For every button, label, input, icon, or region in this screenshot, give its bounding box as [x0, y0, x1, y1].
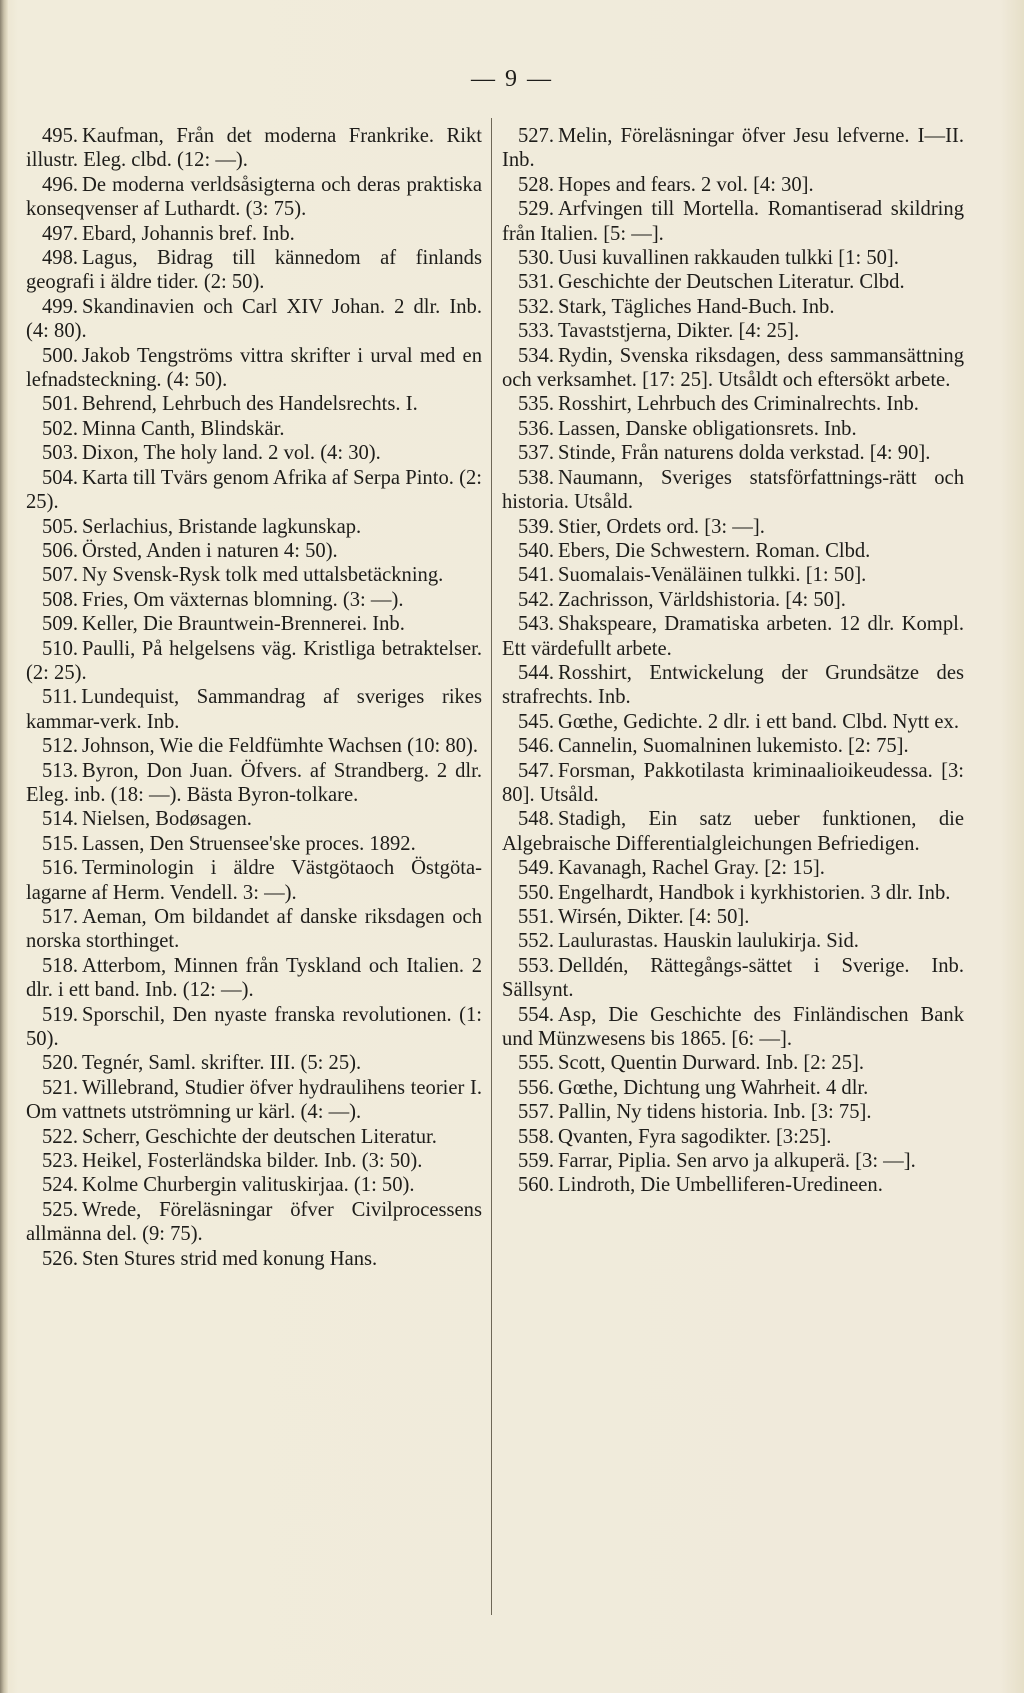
entry-text: Örsted, Anden i naturen 4: 50). — [82, 539, 338, 562]
entry-number: 537. — [518, 442, 555, 465]
entry-number: 500. — [42, 344, 79, 367]
entry-text: Kolme Churbergin valituskirjaa. (1: 50). — [82, 1174, 415, 1197]
entry-number: 507. — [42, 564, 79, 587]
entry-text: Skandinavien och Carl XIV Johan. 2 dlr. Inb. (4: 80). — [26, 295, 482, 343]
entry-number: 548. — [518, 808, 555, 831]
entry-number: 527. — [518, 125, 555, 147]
catalog-entry — [502, 173, 964, 197]
catalog-entry — [502, 441, 964, 465]
entry-number: 513. — [42, 759, 79, 782]
catalog-entry — [26, 295, 482, 344]
catalog-entry — [502, 612, 964, 661]
catalog-entry — [26, 246, 482, 295]
entry-text: Ebers, Die Schwestern. Roman. Clbd. — [558, 539, 871, 562]
entry-text: Tavaststjerna, Dikter. [4: 25]. — [558, 320, 800, 343]
entry-text: Minna Canth, Blindskär. — [82, 417, 285, 440]
catalog-entry — [26, 563, 482, 587]
catalog-entry — [26, 1125, 482, 1149]
catalog-entry — [26, 1247, 482, 1271]
entry-number: 559. — [518, 1150, 555, 1173]
catalog-entry — [502, 929, 964, 953]
entry-number: 554. — [518, 1003, 555, 1026]
entry-number: 534. — [518, 344, 555, 367]
entry-number: 530. — [518, 247, 555, 270]
catalog-entry — [26, 392, 482, 416]
catalog-entry — [502, 246, 964, 270]
entry-text: Atterbom, Minnen från Tyskland och Italien. 2 dlr. i ett band. Inb. (12: —). — [26, 954, 482, 1002]
catalog-entry — [26, 734, 482, 758]
entry-text: Farrar, Piplia. Sen arvo ja alkuperä. [3: —]. — [558, 1150, 916, 1173]
entry-text: Willebrand, Studier öfver hydraulihens teorier I. Om vattnets utströmning ur kärl. (4: —). — [26, 1076, 482, 1124]
catalog-entry — [502, 588, 964, 612]
entry-text: Melin, Föreläsningar öfver Jesu lefverne. I—II. Inb. — [502, 125, 964, 172]
entry-number: 511. — [42, 686, 78, 709]
catalog-entry — [26, 173, 482, 222]
entry-text: Rydin, Svenska riksdagen, dess sammansättning och verksamhet. [17: 25]. Utsåldt och eftersökt arbete. — [502, 344, 964, 392]
entry-text: Lindroth, Die Umbelliferen-Uredineen. — [558, 1174, 883, 1197]
entry-text: Fries, Om växternas blomning. (3: —). — [82, 588, 404, 611]
entry-number: 538. — [518, 466, 555, 489]
entry-text: Qvanten, Fyra sagodikter. [3:25]. — [558, 1125, 832, 1148]
entry-text: Geschichte der Deutschen Literatur. Clbd. — [558, 271, 905, 294]
entry-number: 544. — [518, 661, 555, 684]
catalog-entry — [26, 856, 482, 905]
entry-text: Lagus, Bidrag till kännedom af finlands geografi i äldre tider. (2: 50). — [26, 247, 482, 294]
catalog-entry — [502, 563, 964, 587]
entry-text: Johnson, Wie die Feldfümhte Wachsen (10: 80). — [82, 735, 479, 758]
catalog-entry — [26, 539, 482, 563]
entry-number: 529. — [518, 198, 555, 221]
entry-number: 520. — [42, 1052, 79, 1075]
entry-text: Sporschil, Den nyaste franska revolutionen. (1: 50). — [26, 1003, 482, 1051]
entry-number: 526. — [42, 1247, 79, 1270]
catalog-entry — [502, 197, 964, 246]
entry-number: 497. — [42, 222, 79, 245]
entry-number: 496. — [42, 173, 79, 196]
entry-number: 499. — [42, 295, 79, 318]
entry-text: Naumann, Sveriges statsförfattnings-rätt och historia. Utsåld. — [502, 466, 964, 514]
catalog-entry — [26, 588, 482, 612]
entry-number: 556. — [518, 1076, 555, 1099]
entry-number: 535. — [518, 393, 555, 416]
catalog-entry — [502, 661, 964, 710]
entry-text: Lassen, Den Struensee'ske proces. 1892. — [82, 832, 416, 855]
catalog-entry — [26, 466, 482, 515]
catalog-entry — [26, 905, 482, 954]
entry-text: Byron, Don Juan. Öfvers. af Strandberg. 2 dlr. Eleg. inb. (18: —). Bästa Byron-tolkare. — [26, 759, 482, 806]
entry-text: Zachrisson, Världshistoria. [4: 50]. — [558, 588, 846, 611]
entry-text: Terminologin i äldre Västgötaoch Östgöta-lagarne af Herm. Vendell. 3: —). — [26, 857, 482, 904]
entry-number: 522. — [42, 1125, 79, 1148]
entry-text: Jakob Tengströms vittra skrifter i urval med en lefnadsteckning. (4: 50). — [26, 344, 482, 392]
entry-text: Lassen, Danske obligationsrets. Inb. — [558, 417, 857, 440]
catalog-entry — [26, 344, 482, 393]
entry-text: Suomalais-Venäläinen tulkki. [1: 50]. — [558, 564, 867, 587]
entry-number: 541. — [518, 564, 555, 587]
catalog-entry — [26, 807, 482, 831]
entry-number: 546. — [518, 735, 555, 758]
entry-number: 501. — [42, 393, 79, 416]
entry-number: 498. — [42, 247, 79, 270]
catalog-entry — [502, 881, 964, 905]
entry-number: 550. — [518, 881, 555, 904]
catalog-entry — [502, 515, 964, 539]
entry-text: Scherr, Geschichte der deutschen Literatur. — [82, 1125, 437, 1148]
entry-text: Serlachius, Bristande lagkunskap. — [82, 515, 362, 538]
entry-text: Stinde, Från naturens dolda verkstad. [4: 90]. — [558, 442, 931, 465]
entry-number: 558. — [518, 1125, 555, 1148]
catalog-entry — [502, 295, 964, 319]
entry-number: 510. — [42, 637, 79, 660]
entry-number: 547. — [518, 759, 555, 782]
entry-text: Asp, Die Geschichte des Finländischen Bank und Münzwesens bis 1865. [6: —]. — [502, 1003, 964, 1051]
entry-text: Engelhardt, Handbok i kyrkhistorien. 3 dlr. Inb. — [558, 881, 951, 904]
entry-number: 549. — [518, 857, 555, 880]
catalog-entry — [26, 417, 482, 441]
entry-number: 504. — [42, 466, 79, 489]
catalog-entry — [502, 124, 964, 173]
entry-text: Keller, Die Brauntwein-Brennerei. Inb. — [82, 613, 405, 636]
catalog-entry — [502, 1149, 964, 1173]
catalog-entry — [502, 319, 964, 343]
entry-text: Shakspeare, Dramatiska arbeten. 12 dlr. Kompl. Ett värdefullt arbete. — [502, 613, 964, 660]
entry-text: Nielsen, Bodøsagen. — [82, 808, 252, 831]
entry-text: Sten Stures strid med konung Hans. — [82, 1247, 378, 1270]
catalog-entry — [502, 417, 964, 441]
entry-number: 508. — [42, 588, 79, 611]
catalog-entry — [26, 685, 482, 734]
entry-text: Forsman, Pakkotilasta kriminaalioikeudessa. [3: 80]. Utsåld. — [502, 759, 964, 806]
entry-text: Behrend, Lehrbuch des Handelsrechts. I. — [82, 393, 418, 416]
entry-text: Tegnér, Saml. skrifter. III. (5: 25). — [82, 1052, 362, 1075]
left-column — [26, 124, 482, 1271]
entry-number: 560. — [518, 1174, 555, 1197]
catalog-entry — [26, 441, 482, 465]
entry-number: 514. — [42, 808, 79, 831]
catalog-entry — [26, 124, 482, 173]
entry-text: Wrede, Föreläsningar öfver Civilprocessens allmänna del. (9: 75). — [26, 1198, 482, 1246]
entry-number: 518. — [42, 954, 79, 977]
catalog-entry — [502, 1173, 964, 1197]
entry-number: 509. — [42, 613, 79, 636]
catalog-entry — [502, 1100, 964, 1124]
entry-text: Heikel, Fosterländska bilder. Inb. (3: 50). — [82, 1150, 423, 1173]
catalog-entry — [26, 612, 482, 636]
catalog-entry — [26, 637, 482, 686]
entry-text: Ebard, Johannis bref. Inb. — [82, 222, 295, 245]
entry-text: Aeman, Om bildandet af danske riksdagen och norska storthinget. — [26, 906, 482, 953]
catalog-entry — [502, 954, 964, 1003]
catalog-entry — [26, 1003, 482, 1052]
entry-text: Paulli, På helgelsens väg. Kristliga betraktelser. (2: 25). — [26, 637, 482, 684]
catalog-entry — [502, 344, 964, 393]
entry-number: 524. — [42, 1174, 79, 1197]
catalog-entry — [502, 1125, 964, 1149]
entry-number: 533. — [518, 320, 555, 343]
catalog-entry — [26, 832, 482, 856]
catalog-entry — [502, 905, 964, 929]
page-number: — 9 — — [471, 66, 553, 92]
entry-number: 515. — [42, 832, 79, 855]
entry-number: 516. — [42, 857, 79, 880]
entry-number: 553. — [518, 954, 555, 977]
entry-number: 552. — [518, 930, 555, 953]
entry-number: 505. — [42, 515, 79, 538]
entry-number: 542. — [518, 588, 555, 611]
entry-number: 502. — [42, 417, 79, 440]
catalog-entry — [502, 270, 964, 294]
entry-number: 495. — [42, 125, 79, 147]
entry-number: 557. — [518, 1101, 555, 1124]
entry-text: Kaufman, Från det moderna Frankrike. Rikt illustr. Eleg. clbd. (12: —). — [26, 125, 482, 172]
catalog-entry — [502, 856, 964, 880]
entry-text: Dixon, The holy land. 2 vol. (4: 30). — [82, 442, 381, 465]
entry-number: 519. — [42, 1003, 79, 1026]
entry-text: Arfvingen till Mortella. Romantiserad skildring från Italien. [5: —]. — [502, 198, 964, 245]
entry-number: 503. — [42, 442, 79, 465]
catalog-entry — [502, 710, 964, 734]
catalog-entry — [502, 759, 964, 808]
entry-number: 551. — [518, 906, 555, 928]
catalog-entry — [502, 807, 964, 856]
entry-text: Rosshirt, Lehrbuch des Criminalrechts. Inb. — [558, 393, 919, 416]
entry-text: Wirsén, Dikter. [4: 50]. — [558, 906, 750, 928]
entry-text: Ny Svensk-Rysk tolk med uttalsbetäckning. — [82, 564, 444, 587]
entry-number: 555. — [518, 1052, 555, 1075]
entry-text: Stadigh, Ein satz ueber funktionen, die Algebraische Differentialgleichungen Befriedigen. — [502, 808, 964, 855]
entry-number: 517. — [42, 906, 79, 928]
entry-text: De moderna verldsåsigterna och deras praktiska konseqvenser af Luthardt. (3: 75). — [26, 173, 482, 221]
column-divider — [491, 118, 492, 1615]
entry-number: 506. — [42, 539, 79, 562]
entry-text: Stark, Tägliches Hand-Buch. Inb. — [558, 295, 835, 318]
entry-text: Pallin, Ny tidens historia. Inb. [3: 75]. — [558, 1101, 872, 1124]
entry-number: 528. — [518, 173, 555, 196]
catalog-entry — [26, 1149, 482, 1173]
entry-text: Kavanagh, Rachel Gray. [2: 15]. — [558, 857, 825, 880]
catalog-entry — [502, 1051, 964, 1075]
entry-text: Karta till Tvärs genom Afrika af Serpa Pinto. (2: 25). — [26, 466, 482, 514]
entry-number: 543. — [518, 613, 555, 636]
entry-text: Gœthe, Dichtung ung Wahrheit. 4 dlr. — [558, 1076, 869, 1099]
entry-text: Laulurastas. Hauskin laulukirja. Sid. — [558, 930, 859, 953]
catalog-entry — [26, 1198, 482, 1247]
entry-number: 532. — [518, 295, 555, 318]
entry-text: Delldén, Rättegångs-sättet i Sverige. Inb. Sällsynt. — [502, 954, 964, 1002]
catalog-entry — [26, 1051, 482, 1075]
entry-text: Cannelin, Suomalninen lukemisto. [2: 75]. — [558, 735, 909, 758]
entry-text: Uusi kuvallinen rakkauden tulkki [1: 50]. — [558, 247, 899, 270]
catalog-entry — [502, 734, 964, 758]
entry-text: Gœthe, Gedichte. 2 dlr. i ett band. Clbd. Nytt ex. — [558, 710, 959, 733]
catalog-entry — [502, 1076, 964, 1100]
entry-number: 540. — [518, 539, 555, 562]
catalog-entry — [26, 222, 482, 246]
entry-number: 512. — [42, 735, 79, 758]
catalog-entry — [26, 1076, 482, 1125]
catalog-entry — [26, 759, 482, 808]
catalog-entry — [502, 466, 964, 515]
entry-number: 536. — [518, 417, 555, 440]
catalog-entry — [26, 1173, 482, 1197]
entry-text: Lundequist, Sammandrag af sveriges rikes kammar-verk. Inb. — [26, 686, 482, 733]
catalog-entry — [502, 539, 964, 563]
entry-number: 521. — [42, 1076, 79, 1099]
right-column — [502, 124, 964, 1198]
entry-text: Rosshirt, Entwickelung der Grundsätze des strafrechts. Inb. — [502, 661, 964, 709]
catalog-entry — [26, 515, 482, 539]
catalog-entry — [502, 392, 964, 416]
entry-number: 525. — [42, 1198, 79, 1221]
entry-number: 545. — [518, 710, 555, 733]
catalog-entry — [502, 1003, 964, 1052]
entry-text: Hopes and fears. 2 vol. [4: 30]. — [558, 173, 814, 196]
entry-text: Stier, Ordets ord. [3: —]. — [558, 515, 765, 538]
entry-number: 531. — [518, 271, 555, 294]
entry-number: 539. — [518, 515, 555, 538]
catalog-entry — [26, 954, 482, 1003]
entry-text: Scott, Quentin Durward. Inb. [2: 25]. — [558, 1052, 865, 1075]
page-edge-shadow — [0, 0, 8, 1693]
entry-number: 523. — [42, 1150, 79, 1173]
